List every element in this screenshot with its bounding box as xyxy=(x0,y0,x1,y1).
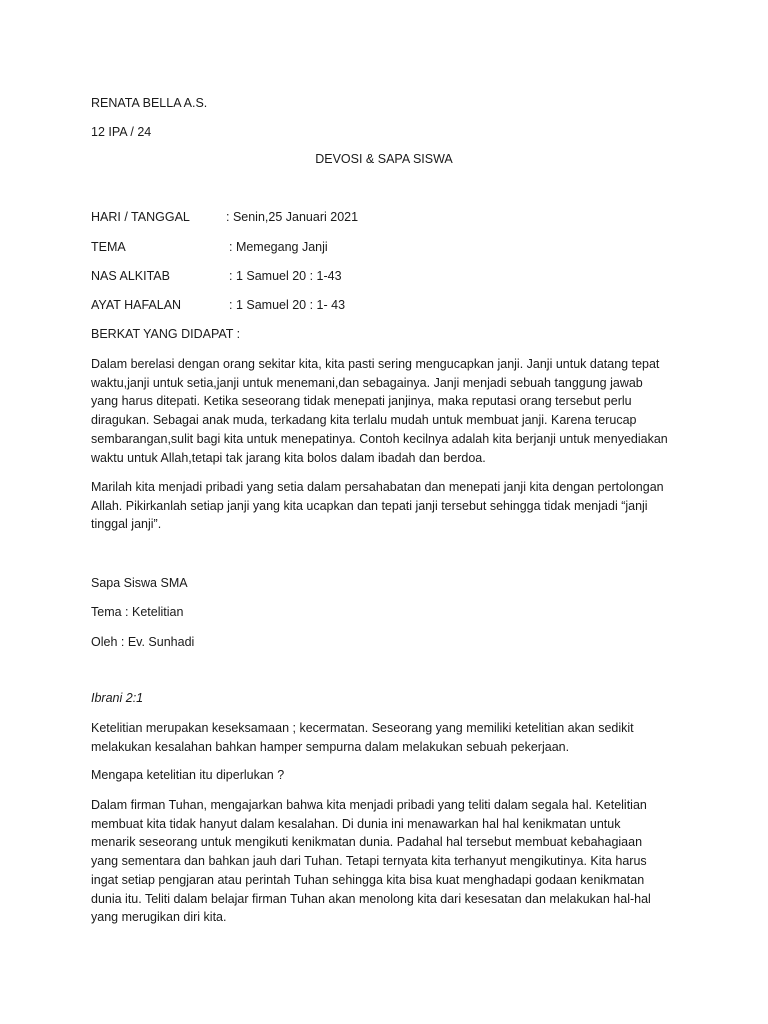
paragraph-line: Allah. Pikirkanlah setiap janji yang kita ucapkan dan tepati janji tersebut sehingga tidak menjadi “janji xyxy=(91,498,648,513)
paragraph-line: ingat setiap pengjaran atau perintah Tuhan sehingga kita bisa kuat menghadapi godaan kenikmatan xyxy=(91,872,645,887)
sapa-oleh: Oleh : Ev. Sunhadi xyxy=(91,635,195,649)
paragraph-line: membuat kita tidak hanyut dalam kesalahan. Di dunia ini menawarkan hal hal kenikmatan untuk xyxy=(91,816,621,831)
sapa-title: Sapa Siswa SMA xyxy=(91,576,188,590)
info-value: : 1 Samuel 20 : 1- 43 xyxy=(229,298,346,312)
info-value: : Senin,25 Januari 2021 xyxy=(226,210,359,224)
info-value: : Memegang Janji xyxy=(229,240,328,254)
sapa-paragraph-2 xyxy=(91,796,691,927)
paragraph-line: melakukan kesalahan bahkan hamper sempurna dalam melakukan sebuah pekerjaan. xyxy=(91,739,570,754)
sapa-question: Mengapa ketelitian itu diperlukan ? xyxy=(91,768,285,782)
info-label: HARI / TANGGAL xyxy=(91,210,190,224)
berkat-paragraph-2 xyxy=(91,478,691,534)
paragraph-line: Marilah kita menjadi pribadi yang setia dalam persahabatan dan menepati janji kita dengan pertolongan xyxy=(91,480,664,494)
info-label: AYAT HAFALAN xyxy=(91,298,182,312)
paragraph-line: menarik seseorang untuk mengikuti kenikmatan dunia. Padahal hal tersebut membuat kebahagiaan xyxy=(91,835,643,850)
paragraph-line: Ketelitian merupakan keseksamaan ; kecermatan. Seseorang yang memiliki ketelitian akan sedikit xyxy=(91,721,634,735)
paragraph-line: diragukan. Sebagai anak muda, terkadang kita terlalu mudah untuk membuat janji. Karena terucap xyxy=(91,413,637,428)
paragraph-line: tinggal janji”. xyxy=(91,517,162,532)
sapa-tema: Tema : Ketelitian xyxy=(91,605,184,619)
paragraph-line: waktu,janji untuk setia,janji untuk menemani,dan sebagainya. Janji menjadi sebuah tanggung jawab xyxy=(91,375,643,390)
paragraph-line: yang sementara dan bahkan jauh dari Tuhan. Tetapi ternyata kita terhanyut mengikutinya. Kita harus xyxy=(91,854,647,869)
info-label: TEMA xyxy=(91,240,126,254)
verse-reference: Ibrani 2:1 xyxy=(91,691,144,705)
paragraph-line: yang merugikan diri kita. xyxy=(91,910,227,925)
sapa-paragraph-1 xyxy=(91,719,691,756)
student-class: 12 IPA / 24 xyxy=(91,125,152,139)
berkat-heading: BERKAT YANG DIDAPAT : xyxy=(91,327,241,341)
info-value: : 1 Samuel 20 : 1-43 xyxy=(229,269,342,283)
paragraph-line: yang harus ditepati. Ketika seseorang tidak menepati janjinya, maka reputasi orang tersebut perlu xyxy=(91,394,632,409)
document-title: DEVOSI & SAPA SISWA xyxy=(315,152,453,166)
info-label: NAS ALKITAB xyxy=(91,269,170,283)
paragraph-line: sembarangan,sulit bagi kita untuk menepatinya. Contoh kecilnya adalah kita berjanji untuk menyediakan xyxy=(91,431,668,446)
paragraph-line: waktu untuk Allah,tetapi tak jarang kita bolos dalam ibadah dan berdoa. xyxy=(91,450,486,465)
berkat-paragraph-1 xyxy=(91,355,691,467)
paragraph-line: Dalam firman Tuhan, mengajarkan bahwa kita menjadi pribadi yang teliti dalam segala hal. Ketelitian xyxy=(91,798,647,812)
paragraph-line: dunia itu. Teliti dalam belajar firman Tuhan akan menolong kita dari kesesatan dan melakukan hal-hal xyxy=(91,891,651,906)
paragraph-line: Dalam berelasi dengan orang sekitar kita, kita pasti sering mengucapkan janji. Janji untuk datang tepat xyxy=(91,357,660,371)
student-name: RENATA BELLA A.S. xyxy=(91,96,208,110)
